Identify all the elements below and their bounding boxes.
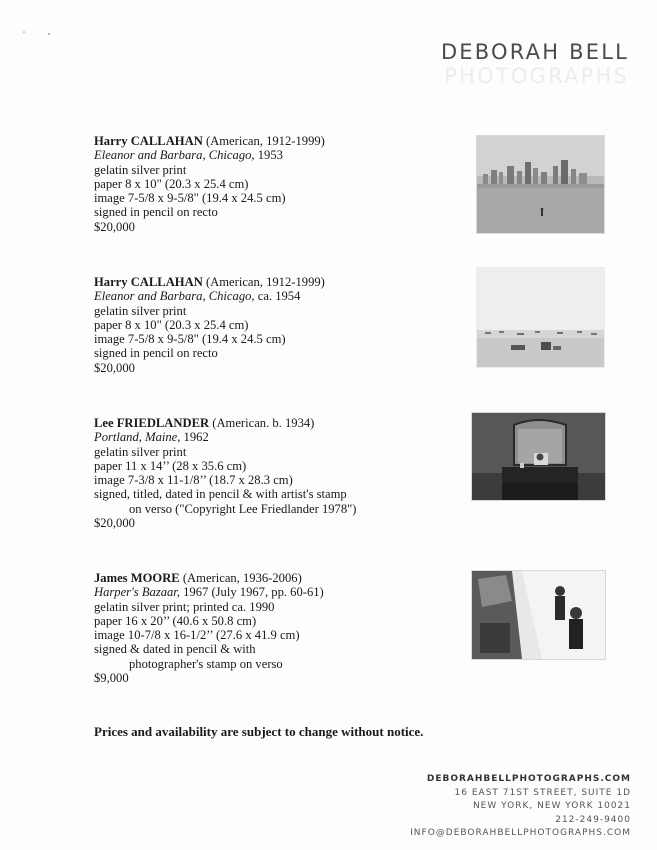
artist-info: (American, 1912-1999) xyxy=(205,134,325,148)
photo-fashion-spread xyxy=(471,570,606,660)
brand-subtitle: PHOTOGRAPHS xyxy=(444,64,629,88)
brand-name: DEBORAH BELL xyxy=(440,40,629,64)
artist-info: (American. b. 1934) xyxy=(212,416,315,430)
website-link[interactable]: DEBORAHBELLPHOTOGRAPHS.COM xyxy=(426,774,631,784)
image-size: image 7-3/8 x 11-1/8’’ (18.7 x 28.3 cm) xyxy=(94,473,293,488)
scan-specks xyxy=(18,28,58,38)
paper-size: paper 16 x 20’’ (40.6 x 50.8 cm) xyxy=(94,613,257,628)
medium: gelatin silver print xyxy=(94,303,187,318)
signature-note: signed in pencil on recto xyxy=(94,346,218,361)
photo-lake-skyline xyxy=(476,135,605,234)
phone-number: 212-249-9400 xyxy=(555,814,631,825)
paper-size: paper 8 x 10" (20.3 x 25.4 cm) xyxy=(94,317,249,332)
artwork-date: 1962 xyxy=(180,430,209,445)
artist-name: James MOORE xyxy=(94,571,180,585)
photo-beach-boats xyxy=(476,267,605,368)
medium: gelatin silver print; printed ca. 1990 xyxy=(94,599,275,614)
artist-name: Lee FRIEDLANDER xyxy=(94,416,210,430)
paper-size: paper 11 x 14’’ (28 x 35.6 cm) xyxy=(94,458,247,473)
signature-note: signed in pencil on recto xyxy=(94,205,218,220)
paper-size: paper 8 x 10" (20.3 x 25.4 cm) xyxy=(94,176,249,191)
artist-info: (American, 1912-1999) xyxy=(205,275,325,289)
artist-name: Harry CALLAHAN xyxy=(94,275,203,289)
artist-name: Harry CALLAHAN xyxy=(94,134,203,148)
artist-info: (American, 1936-2006) xyxy=(182,571,302,585)
image-size: image 7-5/8 x 9-5/8" (19.4 x 24.5 cm) xyxy=(94,332,286,347)
brand-logo xyxy=(441,40,629,88)
pricing-notice: Prices and availability are subject to change without notice. xyxy=(94,724,424,739)
lot-entry-1 xyxy=(94,134,454,234)
artwork-title: Eleanor and Barbara, Chicago, xyxy=(94,289,255,304)
lot-entry-4 xyxy=(94,571,454,685)
artwork-date: 1953 xyxy=(254,148,283,163)
signature-note-continued: on verso ("Copyright Lee Friedlander 1978") xyxy=(129,501,357,516)
price: $9,000 xyxy=(94,671,129,686)
image-size: image 7-5/8 x 9-5/8" (19.4 x 24.5 cm) xyxy=(94,191,286,206)
photo-dresser-mirror xyxy=(471,412,606,501)
artwork-title: Eleanor and Barbara, Chicago, xyxy=(94,148,255,163)
address-line-1: 16 EAST 71ST STREET, SUITE 1D xyxy=(454,787,631,798)
artwork-title: Harper's Bazaar, xyxy=(94,585,180,600)
artwork-date: ca. 1954 xyxy=(254,289,301,304)
image-size: image 10-7/8 x 16-1/2’’ (27.6 x 41.9 cm) xyxy=(94,628,300,643)
medium: gelatin silver print xyxy=(94,162,187,177)
lot-entry-2 xyxy=(94,275,454,375)
price: $20,000 xyxy=(94,360,135,375)
medium: gelatin silver print xyxy=(94,444,187,459)
price: $20,000 xyxy=(94,219,135,234)
signature-note-continued: photographer's stamp on verso xyxy=(129,656,283,671)
signature-note: signed & dated in pencil & with xyxy=(94,642,256,657)
signature-note: signed, titled, dated in pencil & with artist's stamp xyxy=(94,487,347,502)
contact-block xyxy=(410,773,631,841)
price: $20,000 xyxy=(94,516,135,531)
artwork-date: 1967 (July 1967, pp. 60-61) xyxy=(179,585,324,600)
email-link[interactable]: INFO@DEBORAHBELLPHOTOGRAPHS.COM xyxy=(410,828,631,838)
lot-entry-3 xyxy=(94,416,454,530)
artwork-title: Portland, Maine, xyxy=(94,430,181,445)
address-line-2: NEW YORK, NEW YORK 10021 xyxy=(472,801,631,811)
